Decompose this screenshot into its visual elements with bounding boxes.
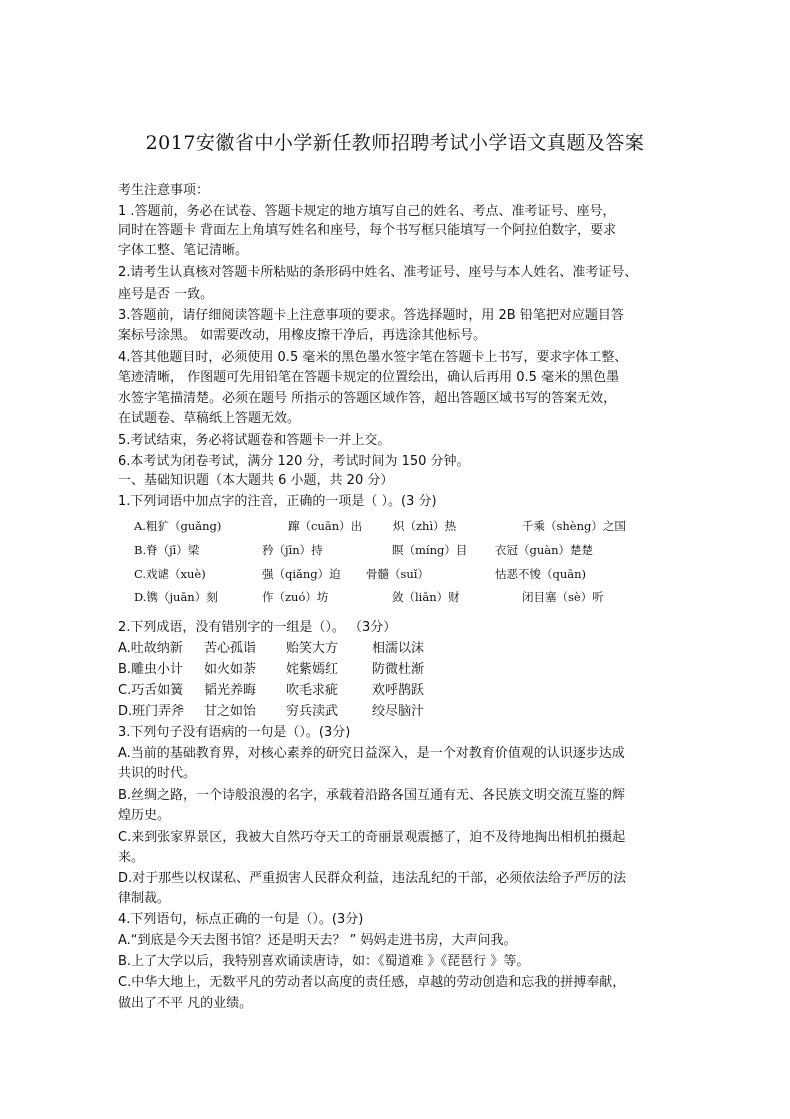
q1-option: C.戏谑（xuè): [134, 567, 206, 581]
notice-line: 1 .答题前，务必在试卷、答题卡规定的地方填写自己的姓名、考点、准考证号、座号，: [118, 204, 616, 219]
q2-option: B.雕虫小计: [118, 662, 184, 677]
q2-option: 吹毛求疵: [286, 683, 339, 698]
document-title: 2017安徽省中小学新任教师招聘考试小学语文真题及答案: [145, 132, 645, 154]
notice-line: 案标号涂黑。 如需要改动，用橡皮擦干净后，再选涂其他标号。: [118, 328, 487, 343]
q1-option: 蹿（cuān）出: [288, 519, 363, 533]
q2-option: 绞尽脑汁: [372, 704, 425, 719]
q3-line: 煌历史。: [118, 808, 171, 823]
q3-line: D.对于那些以权谋私、严重损害人民群众利益，违法乱纪的干部，必须依法给予严厉的法: [118, 871, 627, 886]
question-2-stem: 2.下列成语，没有错别字的一组是（）。 （3分）: [118, 620, 397, 635]
q3-line: 来。: [118, 850, 145, 865]
q1-option: 炽（zhì）热: [393, 519, 457, 533]
q2-option: C.巧舌如簧: [118, 683, 184, 698]
notice-line: 4.答其他题目时，必须使用 0.5 毫米的黑色墨水签字笔在答题卡上书写，要求字体工整、: [118, 350, 628, 365]
q2-option: 贻笑大方: [286, 641, 339, 656]
q2-option: 姹紫嫣红: [286, 662, 339, 677]
q1-option: 瞑（míng）目: [392, 543, 468, 557]
q3-line: C.来到张家界景区，我被大自然巧夺天工的奇丽景观震撼了，迫不及待地掏出相机拍摄起: [118, 830, 626, 845]
q1-option: B.脊（jī）梁: [134, 543, 200, 557]
question-1-stem: 1.下列词语中加点字的注音，正确的一项是（ ）。(3 分): [118, 494, 437, 509]
q2-option: 韬光养晦: [204, 683, 257, 698]
notice-line: 5.考试结束，务必将试题卷和答题卡一并上交。: [118, 433, 391, 448]
q1-option: A.粗犷（guǎng): [134, 519, 222, 533]
q1-option: 矜（jīn）持: [262, 543, 323, 557]
notice-line: 在试题卷、草稿纸上答题无效。: [118, 411, 301, 426]
q2-option: 苦心孤诣: [204, 641, 257, 656]
question-4-stem: 4.下列语句，标点正确的一句是（）。(3分): [118, 912, 364, 927]
q2-option: 穷兵渎武: [286, 704, 339, 719]
notice-line: 2.请考生认真核对答题卡所粘贴的条形码中姓名、准考证号、座号与本人姓名、准考证号、: [118, 265, 638, 280]
q1-option: 怙恶不悛（quān): [495, 567, 587, 581]
q1-option: 作（zuó）坊: [262, 590, 329, 604]
q1-option: 千乘（shèng）之国: [522, 519, 626, 533]
section-heading: 一、基础知识题（本大题共 6 小题，共 20 分）: [118, 473, 394, 488]
question-3-stem: 3.下列句子没有语病的一句是（）。(3分): [118, 725, 351, 740]
q3-line: 律制裁。: [118, 891, 171, 906]
q4-line: 做出了不平 凡的业绩。: [118, 996, 253, 1011]
q2-option: 欢呼鹊跃: [372, 683, 425, 698]
notice-line: 3.答题前，请仔细阅读答题卡上注意事项的要求。答选择题时，用 2B 铅笔把对应题目答: [118, 308, 624, 323]
notice-line: 6.本考试为闭卷考试，满分 120 分，考试时间为 150 分钟。: [118, 454, 470, 469]
notice-line: 座号是否 一致。: [118, 287, 214, 302]
q1-option: D.镌（juān）刻: [134, 590, 218, 604]
q3-line: A.当前的基础教育界，对核心素养的研究日益深入，是一个对教育价值观的认识逐步达成: [118, 746, 625, 761]
q3-line: 共识的时代。: [118, 766, 197, 781]
notice-line: 水签字笔描清楚。必须在题号 所指示的答题区域作答，超出答题区域书写的答案无效，: [118, 391, 617, 406]
notice-line: 同时在答题卡 背面左上角填写姓名和座号，每个书写框只能填写一个阿拉伯数字，要求: [118, 223, 617, 238]
q1-option: 敛（liǎn）财: [392, 590, 460, 604]
q1-option: 衣冠（guàn）楚楚: [495, 543, 594, 557]
q2-option: 如火如荼: [204, 662, 257, 677]
q2-option: 甘之如饴: [204, 704, 257, 719]
q2-option: D.班门弄斧: [118, 704, 185, 719]
q4-line: B.上了大学以后，我特别喜欢诵读唐诗，如：《蜀道难 》《琵琶行 》等。: [118, 954, 530, 969]
q4-line: A.“到底是今天去图书馆？还是明天去？ ” 妈妈走进书房，大声问我。: [118, 933, 517, 948]
q2-option: A.吐故纳新: [118, 641, 183, 656]
q2-option: 防微杜渐: [372, 662, 425, 677]
q2-option: 相濡以沫: [372, 641, 425, 656]
q1-option: 闭目塞（sè）听: [522, 590, 604, 604]
notice-line: 字体工整、笔记清晰。: [118, 243, 249, 258]
q3-line: B.丝绸之路，一个诗般浪漫的名字，承载着沿路各国互通有无、各民族文明交流互鉴的辉: [118, 788, 626, 803]
notice-heading: 考生注意事项：: [118, 183, 210, 198]
q1-option: 骨髓（suǐ）: [366, 567, 429, 581]
q4-line: C.中华大地上，无数平凡的劳动者以高度的责任感，卓越的劳动创造和忘我的拼搏奉献，: [118, 975, 626, 990]
notice-line: 笔迹清晰， 作图题可先用铅笔在答题卡规定的位置绘出，确认后再用 0.5 毫米的黑色墨: [118, 370, 620, 385]
q1-option: 强（qiǎng）迫: [262, 567, 341, 581]
